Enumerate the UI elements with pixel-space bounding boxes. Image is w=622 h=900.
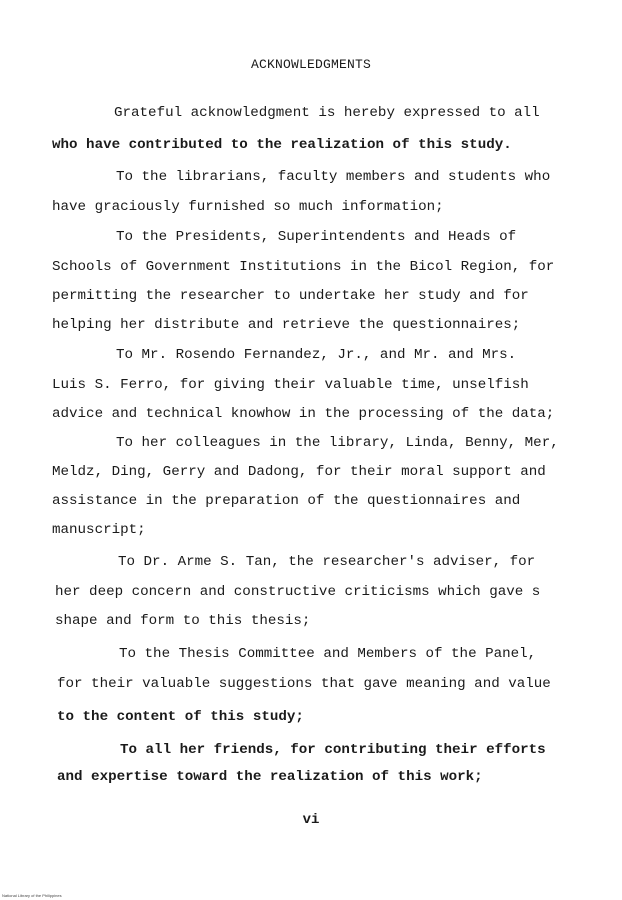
text-line: Luis S. Ferro, for giving their valuable time, unselfish [52,377,529,393]
text-line: shape and form to this thesis; [55,613,311,629]
text-line: helping her distribute and retrieve the questionnaires; [52,317,521,333]
text-line: To Mr. Rosendo Fernandez, Jr., and Mr. and Mrs. [116,347,517,363]
text-line: assistance in the preparation of the questionnaires and [52,493,521,509]
text-line: Meldz, Ding, Gerry and Dadong, for their moral support and [52,464,546,480]
text-line: Schools of Government Institutions in the Bicol Region, for [52,259,555,275]
text-line: who have contributed to the realization of this study. [52,137,512,153]
text-line: advice and technical knowhow in the processing of the data; [52,406,555,422]
text-line: To the Thesis Committee and Members of the Panel, [119,646,537,662]
text-line: To Dr. Arme S. Tan, the researcher's adviser, for [118,554,536,570]
text-line: To the librarians, faculty members and students who [116,169,551,185]
text-line: to the content of this study; [57,709,304,725]
page-number: vi [302,812,320,828]
text-line: manuscript; [52,522,146,538]
text-line: To the Presidents, Superintendents and Heads of [116,229,517,245]
page-title: ACKNOWLEDGMENTS [250,57,372,72]
text-line: To all her friends, for contributing their efforts [120,742,546,758]
text-line: for their valuable suggestions that gave meaning and value [57,676,551,692]
text-line: have graciously furnished so much information; [52,199,444,215]
text-line: and expertise toward the realization of this work; [57,769,483,785]
library-footer: National Library of the Philippines [2,893,62,898]
text-line: her deep concern and constructive criticisms which gave s [55,584,541,600]
text-line: Grateful acknowledgment is hereby expressed to all [114,105,540,121]
text-line: permitting the researcher to undertake her study and for [52,288,529,304]
text-line: To her colleagues in the library, Linda, Benny, Mer, [116,435,559,451]
